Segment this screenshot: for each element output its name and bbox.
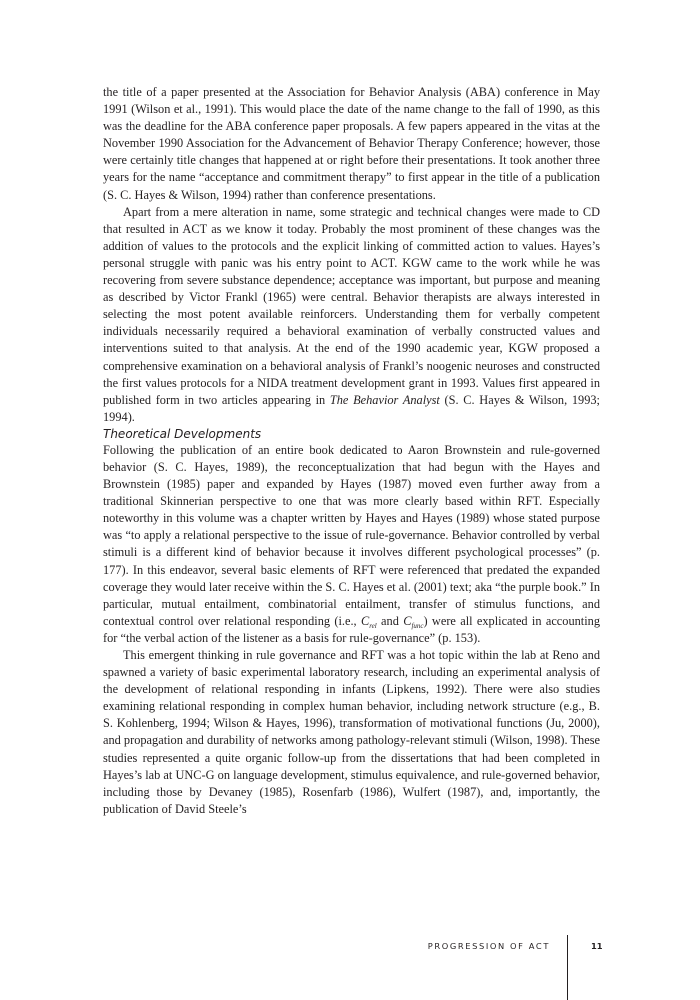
running-head: PROGRESSION OF ACT [427, 941, 550, 951]
c-func-symbol: $C_{func}$ [403, 613, 424, 630]
paragraph-2-text: Apart from a mere alteration in name, some strategic and technical changes were made to CD that resulted in ACT as we know it today. Probably the most prominent of these changes was the addition of values to the protocols and the explicit linking of committed action to values. Hayes’s personal struggle with panic was his entry point to ACT. KGW came to the work while he was recovering from severe substance dependence; acceptance was important, but purpose and meaning as described by Victor Frankl (1965) were central. Behavior therapists are always interested in selecting the most potent available reinforcers. Understanding them for verbally competent individuals necessarily required a behavioral examination of verbally constructed values and interventions suited to that analysis. At the end of the 1990 academic year, KGW proposed a comprehensive examination on a behavioral analysis of Frankl’s noogenic neuroses and constructed the first values protocols for a NIDA treatment development grant in 1993. Values first appeared in published form in two articles appearing in [103, 204, 600, 407]
section-heading: Theoretical Developments [103, 426, 262, 441]
footer-divider [567, 935, 568, 1000]
page-number: 11 [591, 941, 603, 951]
paragraph-2 [103, 204, 600, 426]
body-text [103, 84, 600, 818]
journal-title: The Behavior Analyst [329, 392, 440, 407]
paragraph-3-text: Following the publication of an entire book dedicated to Aaron Brownstein and rule-governed behavior (S. C. Hayes, 1989), the reconceptualization that had begun with the Hayes and Brownstein (1985) paper and expanded by Hayes (1987) moved even further away from a traditional Skinnerian perspective to one that was more clearly based within RFT. Especially noteworthy in this volume was a chapter written by Hayes and Hayes (1989) whose stated purpose was “to apply a relational perspective to the issue of rule-governance. Behavior controlled by verbal stimuli is a different kind of behavior because it involves different psychological processes” (p. 177). In this endeavor, several basic elements of RFT were referenced that predated the expanded coverage they would later receive within the S. C. Hayes et al. (2001) text; aka “the purple book.” In particular, mutual entailment, combinatorial entailment, transfer of stimulus functions, and contextual control over relational responding (i.e., [103, 442, 601, 628]
paragraph-3-end: ) were all explicated in accounting for “the verbal action of the listener as a basis for rule-governance” (p. 153). [103, 613, 600, 645]
paragraph-2-end: (S. C. Hayes & Wilson, 1993; 1994). [103, 392, 600, 424]
paragraph-3-and: and [376, 613, 404, 628]
paragraph-1: the title of a paper presented at the Association for Behavior Analysis (ABA) conference in May 1991 (Wilson et al., 1991). This would place the date of the name change to the fall of 1990, as this was the deadline for the ABA conference paper proposals. A few papers appeared in the vitas at the November 1990 Association for the Advancement of Behavior Therapy Conference; however, those were certainly title changes that happened at or right before their presentations. It took another three years for the name “acceptance and commitment therapy” to first appear in the title of a publication (S. C. Hayes & Wilson, 1994) rather than conference presentations. [103, 85, 600, 202]
paragraph-4: This emergent thinking in rule governance and RFT was a hot topic within the lab at Reno and spawned a variety of basic experimental laboratory research, including an experimental analysis of the development of relational responding in infants (Lipkens, 1992). There were also studies examining relational responding in complex human behavior, including network structure (e.g., B. S. Kohlenberg, 1994; Wilson & Hayes, 1996), transformation of motivational functions (Ju, 2000), and propagation and durability of networks among pathology-relevant stimuli (Wilson, 1998). These studies represented a quite organic follow-up from the dissertations that had been completed in Hayes’s lab at UNC-G on language development, stimulus equivalence, and rule-governed behavior, including those by Devaney (1985), Rosenfarb (1986), Wulfert (1987), and, importantly, the publication of David Steele’s [103, 648, 600, 816]
c-rel-symbol: $C_{rel}$ [360, 613, 377, 630]
paragraph-3 [103, 442, 600, 647]
